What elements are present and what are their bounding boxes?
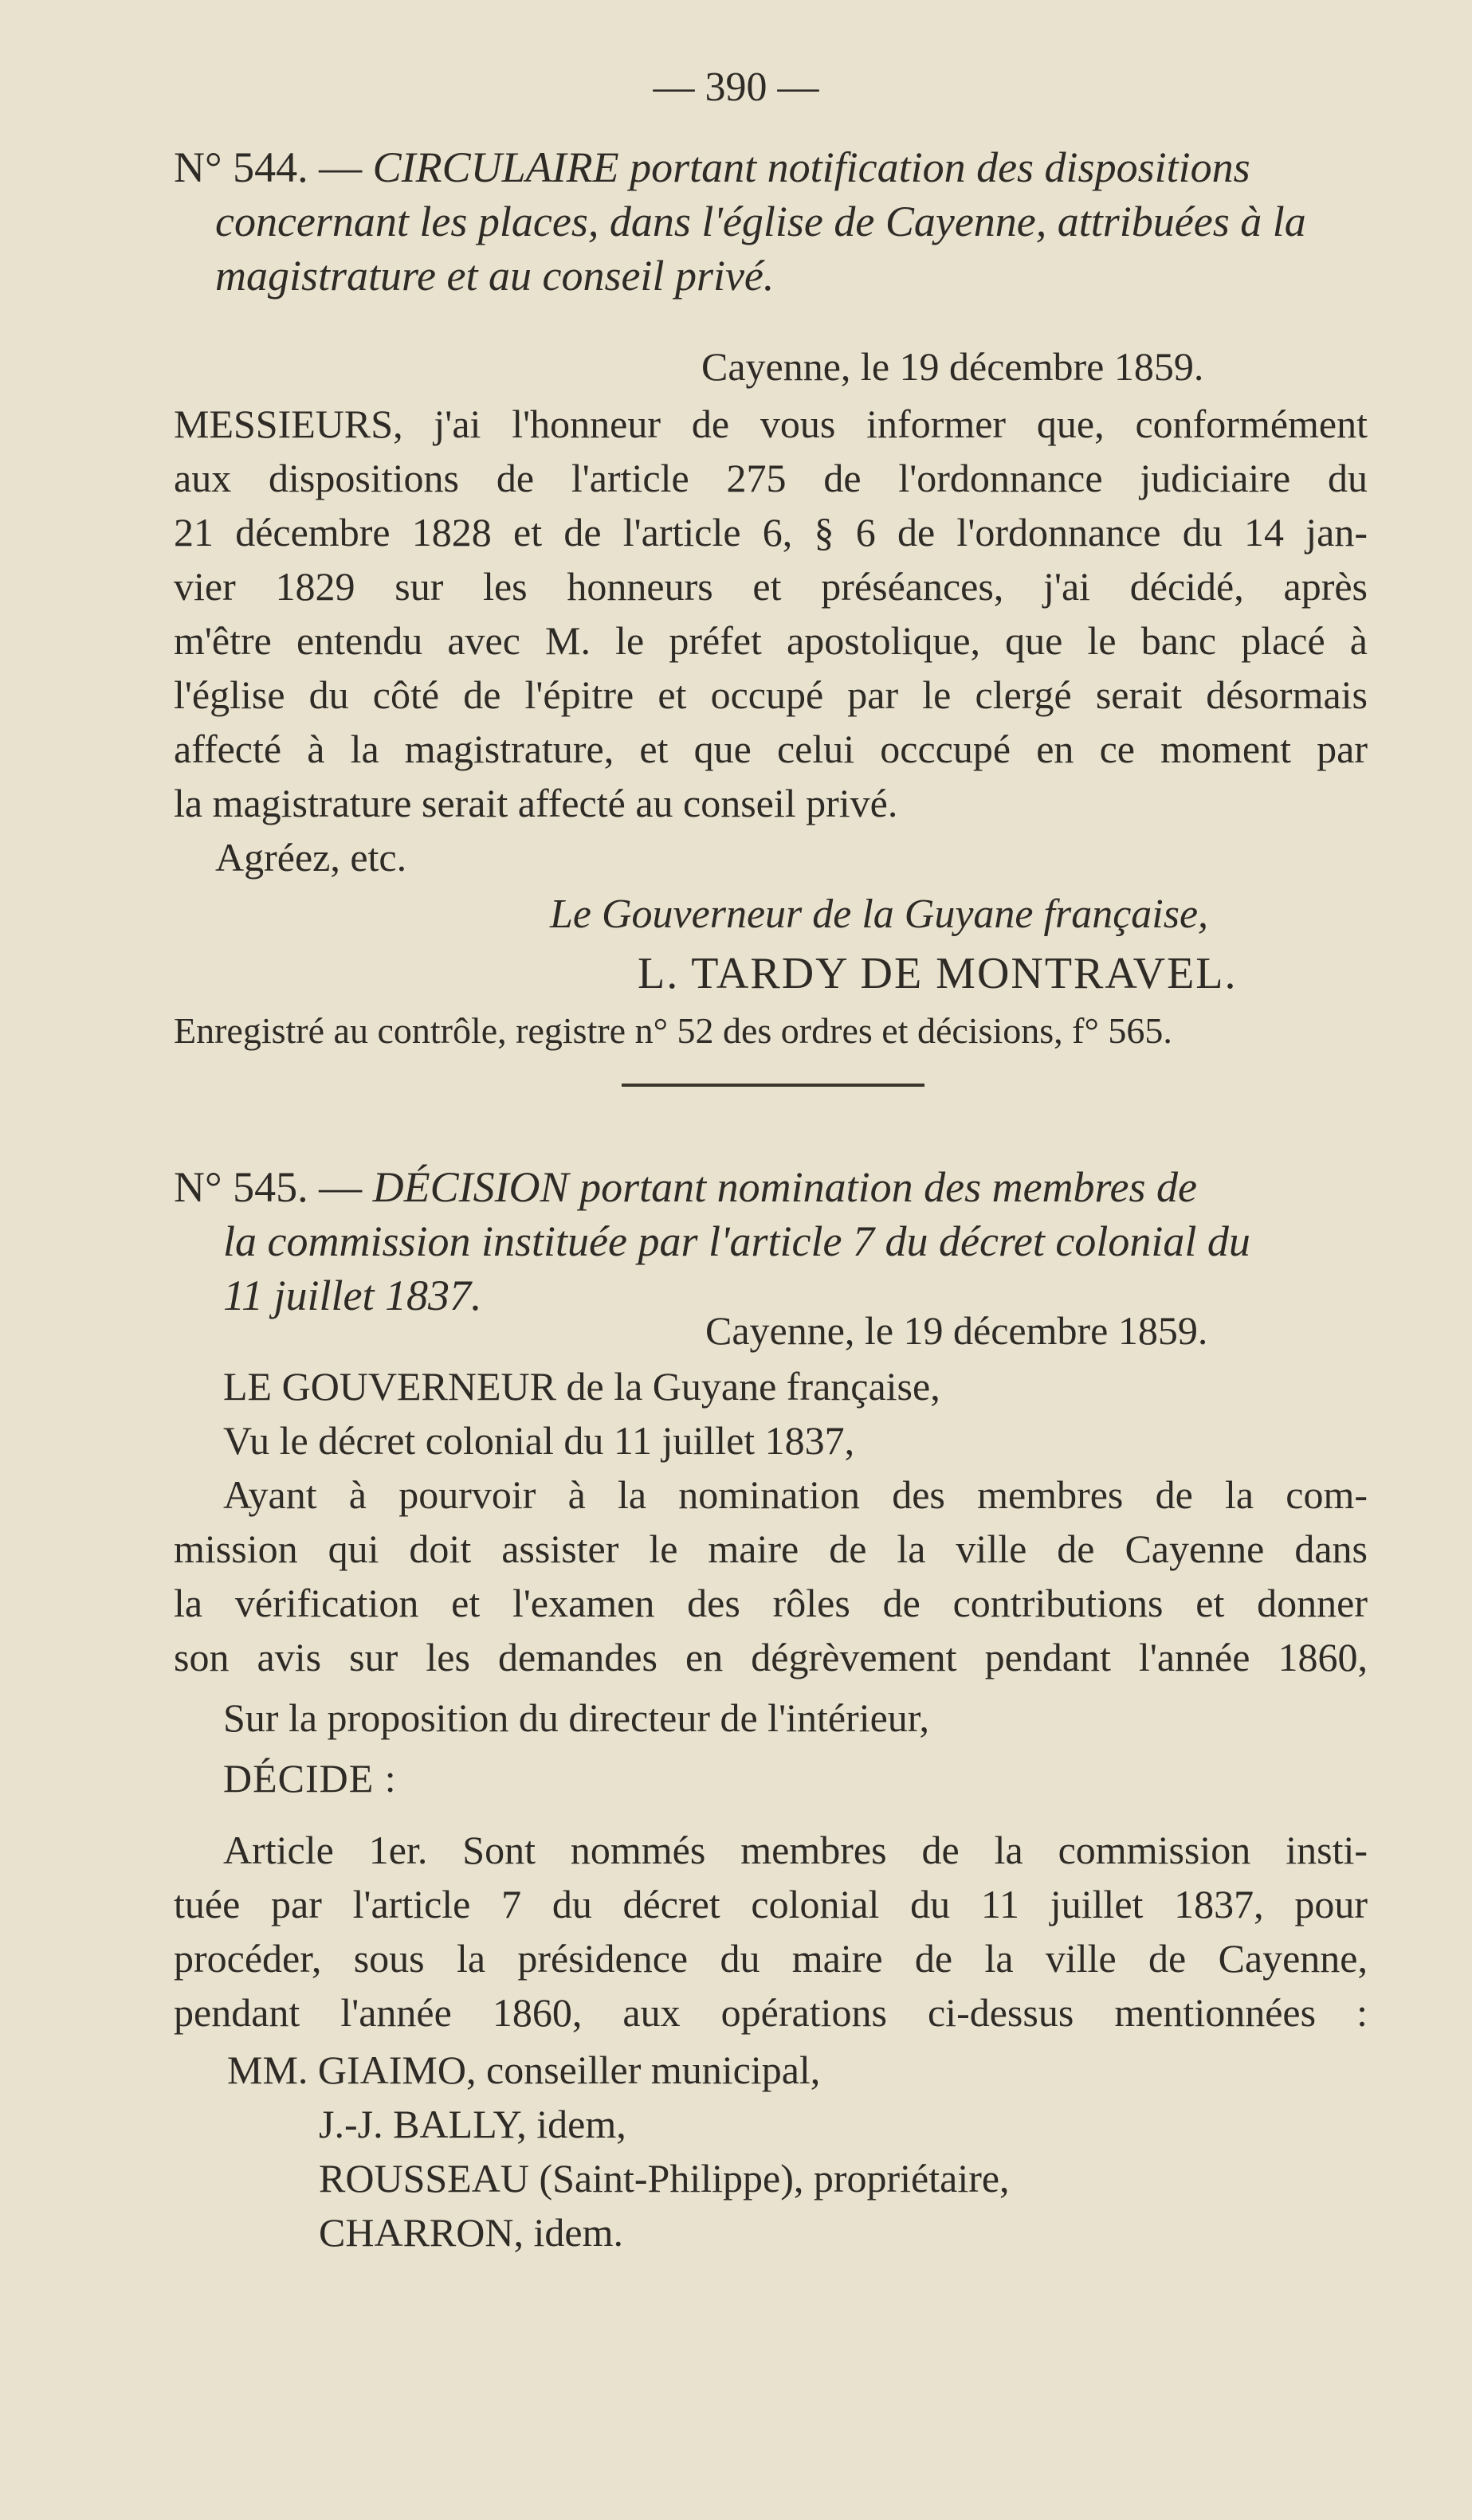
document-number-545: N° 545.: [174, 1163, 308, 1211]
heading-545-line-1: [174, 1162, 1197, 1213]
registration-544: Enregistré au contrôle, registre n° 52 des ordres et décisions, f° 565.: [174, 1010, 1172, 1051]
title-545-line-2: la commission instituée par l'article 7 du décret colonial du: [223, 1217, 1250, 1265]
body-545-line-3: Ayant à pourvoir à la nomination des membres de la com-: [223, 1472, 1368, 1517]
member-3: ROUSSEAU (Saint-Philippe), propriétaire,: [319, 2156, 1010, 2201]
dateline-545: Cayenne, le 19 décembre 1859.: [705, 1308, 1208, 1353]
section-divider: [622, 1084, 924, 1087]
body-545-line-12: pendant l'année 1860, aux opérations ci-dessus mentionnées :: [174, 1990, 1368, 2035]
body-545-line-6: son avis sur les demandes en dégrèvement pendant l'année 1860,: [174, 1635, 1368, 1679]
body-544-line-4: vier 1829 sur les honneurs et préséances, j'ai décidé, après: [174, 564, 1368, 609]
title-544-line-3: magistrature et au conseil privé.: [215, 252, 775, 300]
title-544-line-1: CIRCULAIRE portant notification des dispositions: [372, 143, 1250, 191]
body-544-line-5: m'être entendu avec M. le préfet apostolique, que le banc placé à: [174, 618, 1368, 663]
body-544-line-7: affecté à la magistrature, et que celui occcupé en ce moment par: [174, 727, 1368, 771]
member-2: J.-J. BALLY, idem,: [319, 2102, 626, 2146]
heading-544-line-1: [174, 142, 1250, 193]
page-number: — 390 —: [653, 65, 819, 110]
body-544-line-3: 21 décembre 1828 et de l'article 6, § 6 de l'ordonnance du 14 jan-: [174, 510, 1368, 555]
signature-title-544: Le Gouverneur de la Guyane française,: [550, 892, 1209, 937]
member-1: MM. GIAIMO, conseiller municipal,: [227, 2048, 821, 2092]
body-544-line-1: MESSIEURS, j'ai l'honneur de vous informer que, conformément: [174, 402, 1368, 446]
body-544-line-6: l'église du côté de l'épitre et occupé par le clergé serait désormais: [174, 672, 1368, 717]
body-544-line-2: aux dispositions de l'article 275 de l'ordonnance judiciaire du: [174, 456, 1368, 500]
body-545-line-9: Article 1er. Sont nommés membres de la commission insti-: [223, 1828, 1368, 1872]
title-544-line-2: concernant les places, dans l'église de Cayenne, attribuées à la: [215, 198, 1306, 245]
decide-label: DÉCIDE :: [223, 1756, 397, 1801]
body-545-line-11: procéder, sous la présidence du maire de la ville de Cayenne,: [174, 1936, 1368, 1981]
dateline-544: Cayenne, le 19 décembre 1859.: [701, 344, 1204, 389]
heading-dash: —: [319, 1163, 363, 1211]
body-545-line-1: LE GOUVERNEUR de la Guyane française,: [223, 1364, 940, 1409]
body-544-line-8: la magistrature serait affecté au conseil privé.: [174, 781, 898, 825]
body-545-line-4: mission qui doit assister le maire de la ville de Cayenne dans: [174, 1527, 1368, 1571]
body-545-line-5: la vérification et l'examen des rôles de contributions et donner: [174, 1581, 1368, 1625]
title-545-line-1: DÉCISION portant nomination des membres de: [372, 1163, 1198, 1211]
body-545-line-10: tuée par l'article 7 du décret colonial du 11 juillet 1837, pour: [174, 1882, 1368, 1926]
body-545-line-2: Vu le décret colonial du 11 juillet 1837,: [223, 1418, 855, 1463]
document-number-544: N° 544.: [174, 143, 308, 191]
heading-dash: —: [319, 143, 363, 191]
body-545-line-7: Sur la proposition du directeur de l'intérieur,: [223, 1695, 929, 1740]
closing-544: Agréez, etc.: [215, 835, 407, 880]
member-4: CHARRON, idem.: [319, 2210, 623, 2255]
signature-name-544: L. TARDY DE MONTRAVEL.: [638, 949, 1238, 998]
title-545-line-3: 11 juillet 1837.: [223, 1272, 482, 1319]
